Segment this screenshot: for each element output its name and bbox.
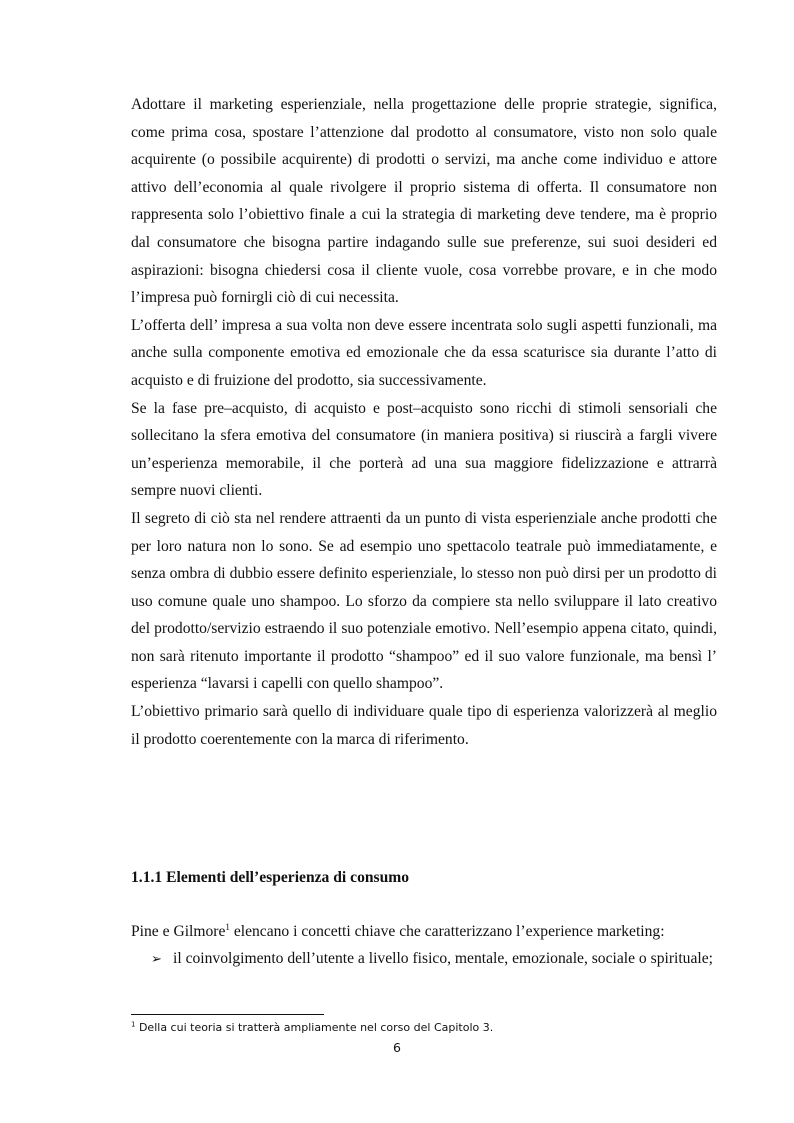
section-heading: 1.1.1 Elementi dell’esperienza di consumo (131, 869, 410, 886)
footnote-reference[interactable]: 1 (225, 921, 230, 932)
intro-text-before: Pine e Gilmore (131, 923, 226, 940)
arrow-bullet-icon: ➢ (151, 951, 162, 966)
list-item (151, 945, 717, 973)
body-text (131, 91, 717, 753)
footnote-number: 1 (131, 1020, 136, 1029)
page-number: 6 (393, 1040, 401, 1055)
footnote-separator (131, 1014, 324, 1015)
footnote (131, 1020, 493, 1036)
intro-text-after: elencano i concetti chiave che caratterizzano l’experience marketing: (229, 923, 665, 940)
footnote-text: Della cui teoria si tratterà ampliamente nel corso del Capitolo 3. (135, 1021, 494, 1034)
section-intro (131, 918, 717, 945)
paragraph: L’offerta dell’ impresa a sua volta non deve essere incentrata solo sugli aspetti funzionali, ma anche sulla componente emotiva ed emozionale che da essa scaturisce sia durante l’atto di acquisto e di fruizione del prodotto, sia successivamente. (131, 316, 717, 389)
list-item-text: il coinvolgimento dell’utente a livello fisico, mentale, emozionale, sociale o spirituale; (173, 950, 713, 967)
paragraph: Se la fase pre–acquisto, di acquisto e post–acquisto sono ricchi di stimoli sensoriali che sollecitano la sfera emotiva del consumatore (in maniera positiva) si riuscirà a fargli vivere un’esperienza memorabile, il che porterà ad una sua maggiore fidelizzazione e attrarrà sempre nuovi clienti. (131, 399, 717, 500)
paragraph: L’obiettivo primario sarà quello di individuare quale tipo di esperienza valorizzerà al meglio il prodotto coerentemente con la marca di riferimento. (131, 703, 717, 748)
bullet-list (151, 945, 717, 973)
paragraph: Il segreto di ciò sta nel rendere attraenti da un punto di vista esperienziale anche prodotti che per loro natura non lo sono. Se ad esempio uno spettacolo teatrale può immediatamente, e senza ombra di dubbio essere definito esperienziale, lo stesso non può dirsi per un prodotto di uso comune quale uno shampoo. Lo sforzo da compiere sta nello sviluppare il lato creativo del prodotto/servizio estraendo il suo potenziale emotivo. Nell’esempio appena citato, quindi, non sarà ritenuto importante il prodotto “shampoo” ed il suo valore funzionale, ma bensì l’ esperienza “lavarsi i capelli con quello shampoo”. (131, 509, 717, 693)
paragraph: Adottare il marketing esperienziale, nella progettazione delle proprie strategie, significa, come prima cosa, spostare l’attenzione dal prodotto al consumatore, visto non solo quale acquirente (o possibile acquirente) di prodotti o servizi, ma anche come individuo e attore attivo dell’economia al quale rivolgere il proprio sistema di offerta. Il consumatore non rappresenta solo l’obiettivo finale a cui la strategia di marketing deve tendere, ma è proprio dal consumatore che bisogna partire indagando sulle sue preferenze, sui suoi desideri ed aspirazioni: bisogna chiedersi cosa il cliente vuole, cosa vorrebbe provare, e in che modo l’impresa può fornirgli ciò di cui necessita. (131, 96, 717, 307)
